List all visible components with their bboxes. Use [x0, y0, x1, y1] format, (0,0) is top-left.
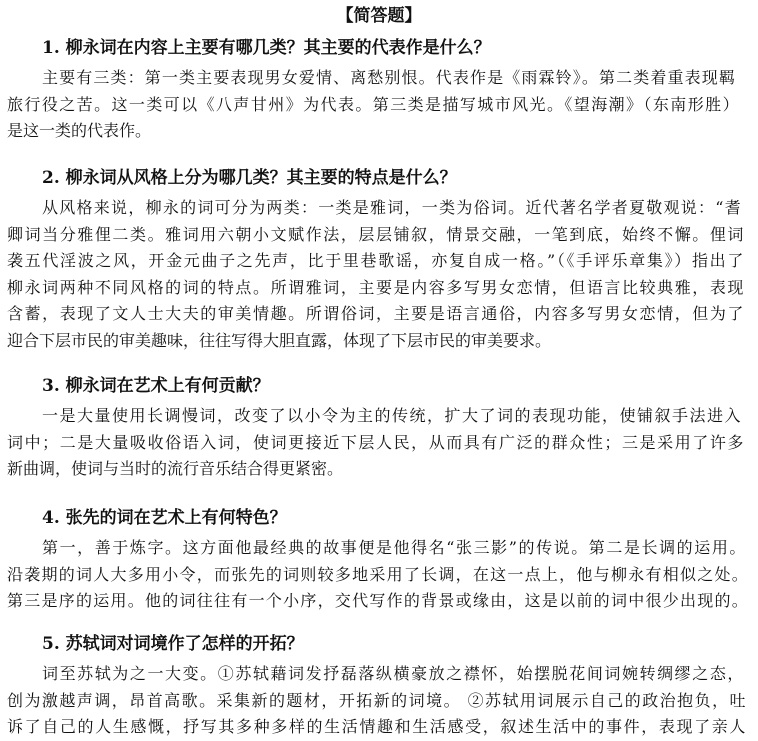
- answer-line: 词至苏轼为之一大变。①苏轼藉词发抒磊落纵横豪放之襟怀，始摆脱花间词婉转绸缪之态，: [42, 664, 745, 683]
- answer-line: 主要有三类：第一类主要表现男女爱情、离愁别恨。代表作是《雨霖铃》。第二类着重表现羁: [42, 68, 736, 87]
- answer-line: 新曲调，使词与当时的流行音乐结合得更紧密。: [7, 459, 344, 478]
- answer-line: 第一，善于炼字。这方面他最经典的故事便是他得名“张三影”的传说。第二是长调的运用。: [42, 538, 747, 557]
- question-heading: 4. 张先的词在艺术上有何特色？: [42, 508, 287, 528]
- answer-paragraph: [0, 661, 747, 741]
- answer-line: 从风格来说，柳永的词可分为两类：一类是雅词，一类为俗词。近代著名学者夏敬观说：“耆: [42, 198, 742, 217]
- answer-line: 袭五代淫波之风，开金元曲子之先声，比于里巷歌谣，亦复自成一格。”（《手评乐章集》）指出了: [7, 251, 745, 270]
- answer-line: 柳永词两种不同风格的词的特点。所谓雅词，主要是内容多写男女恋情，但语言比较典雅，表现: [7, 277, 745, 297]
- page-title: 【简答题】: [336, 6, 422, 26]
- answer-line: 词中；二是大量吸收俗语入词，使词更接近下层人民，从而具有广泛的群众性；三是采用了许多: [7, 432, 745, 452]
- answer-line: 迎合下层市民的审美趣味，往往写得大胆直露，体现了下层市民的审美要求。: [7, 330, 552, 350]
- answer-line: 旅行役之苦。这一类可以《八声甘州》为代表。第三类是描写城市风光。《望海潮》（东南形胜）: [7, 94, 740, 114]
- question-heading: 3. 柳永词在艺术上有何贡献？: [42, 376, 270, 396]
- answer-line: 沿袭期的词人大多用小令，而张先的词则较多地采用了长调，在这一点上，他与柳永有相似之处。: [7, 564, 749, 584]
- answer-line: 一是大量使用长调慢词，改变了以小令为主的传统，扩大了词的表现功能，使铺叙手法进入: [42, 406, 742, 425]
- answer-line: 创为激越声调，昂首高歌。采集新的题材，开拓新的词境。 ②苏轼用词展示自己的政治抱负，吐: [7, 690, 747, 710]
- question-heading: 1. 柳永词在内容上主要有哪几类？其主要的代表作是什么？: [42, 38, 491, 58]
- answer-paragraph: [0, 403, 745, 483]
- question-heading: 2. 柳永词从风格上分为哪几类？其主要的特点是什么？: [42, 168, 457, 188]
- answer-line: 是这一类的代表作。: [7, 121, 152, 140]
- answer-line: 第三是序的运用。他的词往往有一个小序，交代写作的背景或缘由，这是以前的词中很少出现的。: [7, 591, 749, 610]
- question-heading: 5. 苏轼词对词境作了怎样的开拓？: [42, 634, 304, 654]
- answer-line: 诉了自己的人生感慨，抒写其多种多样的生活情趣和生活感受，叙述生活中的事件，表现了亲人: [7, 717, 747, 736]
- answer-paragraph: [0, 65, 740, 145]
- answer-line: 卿词当分雅俚二类。雅词用六朝小文赋作法，层层铺叙，情景交融，一笔到底，始终不懈。俚词: [7, 224, 745, 244]
- answer-paragraph: [0, 535, 749, 615]
- answer-paragraph: [0, 195, 745, 354]
- answer-line: 含蓄，表现了文人士大夫的审美情趣。所谓俗词，主要是语言通俗，内容多写男女恋情，但为了: [7, 304, 745, 323]
